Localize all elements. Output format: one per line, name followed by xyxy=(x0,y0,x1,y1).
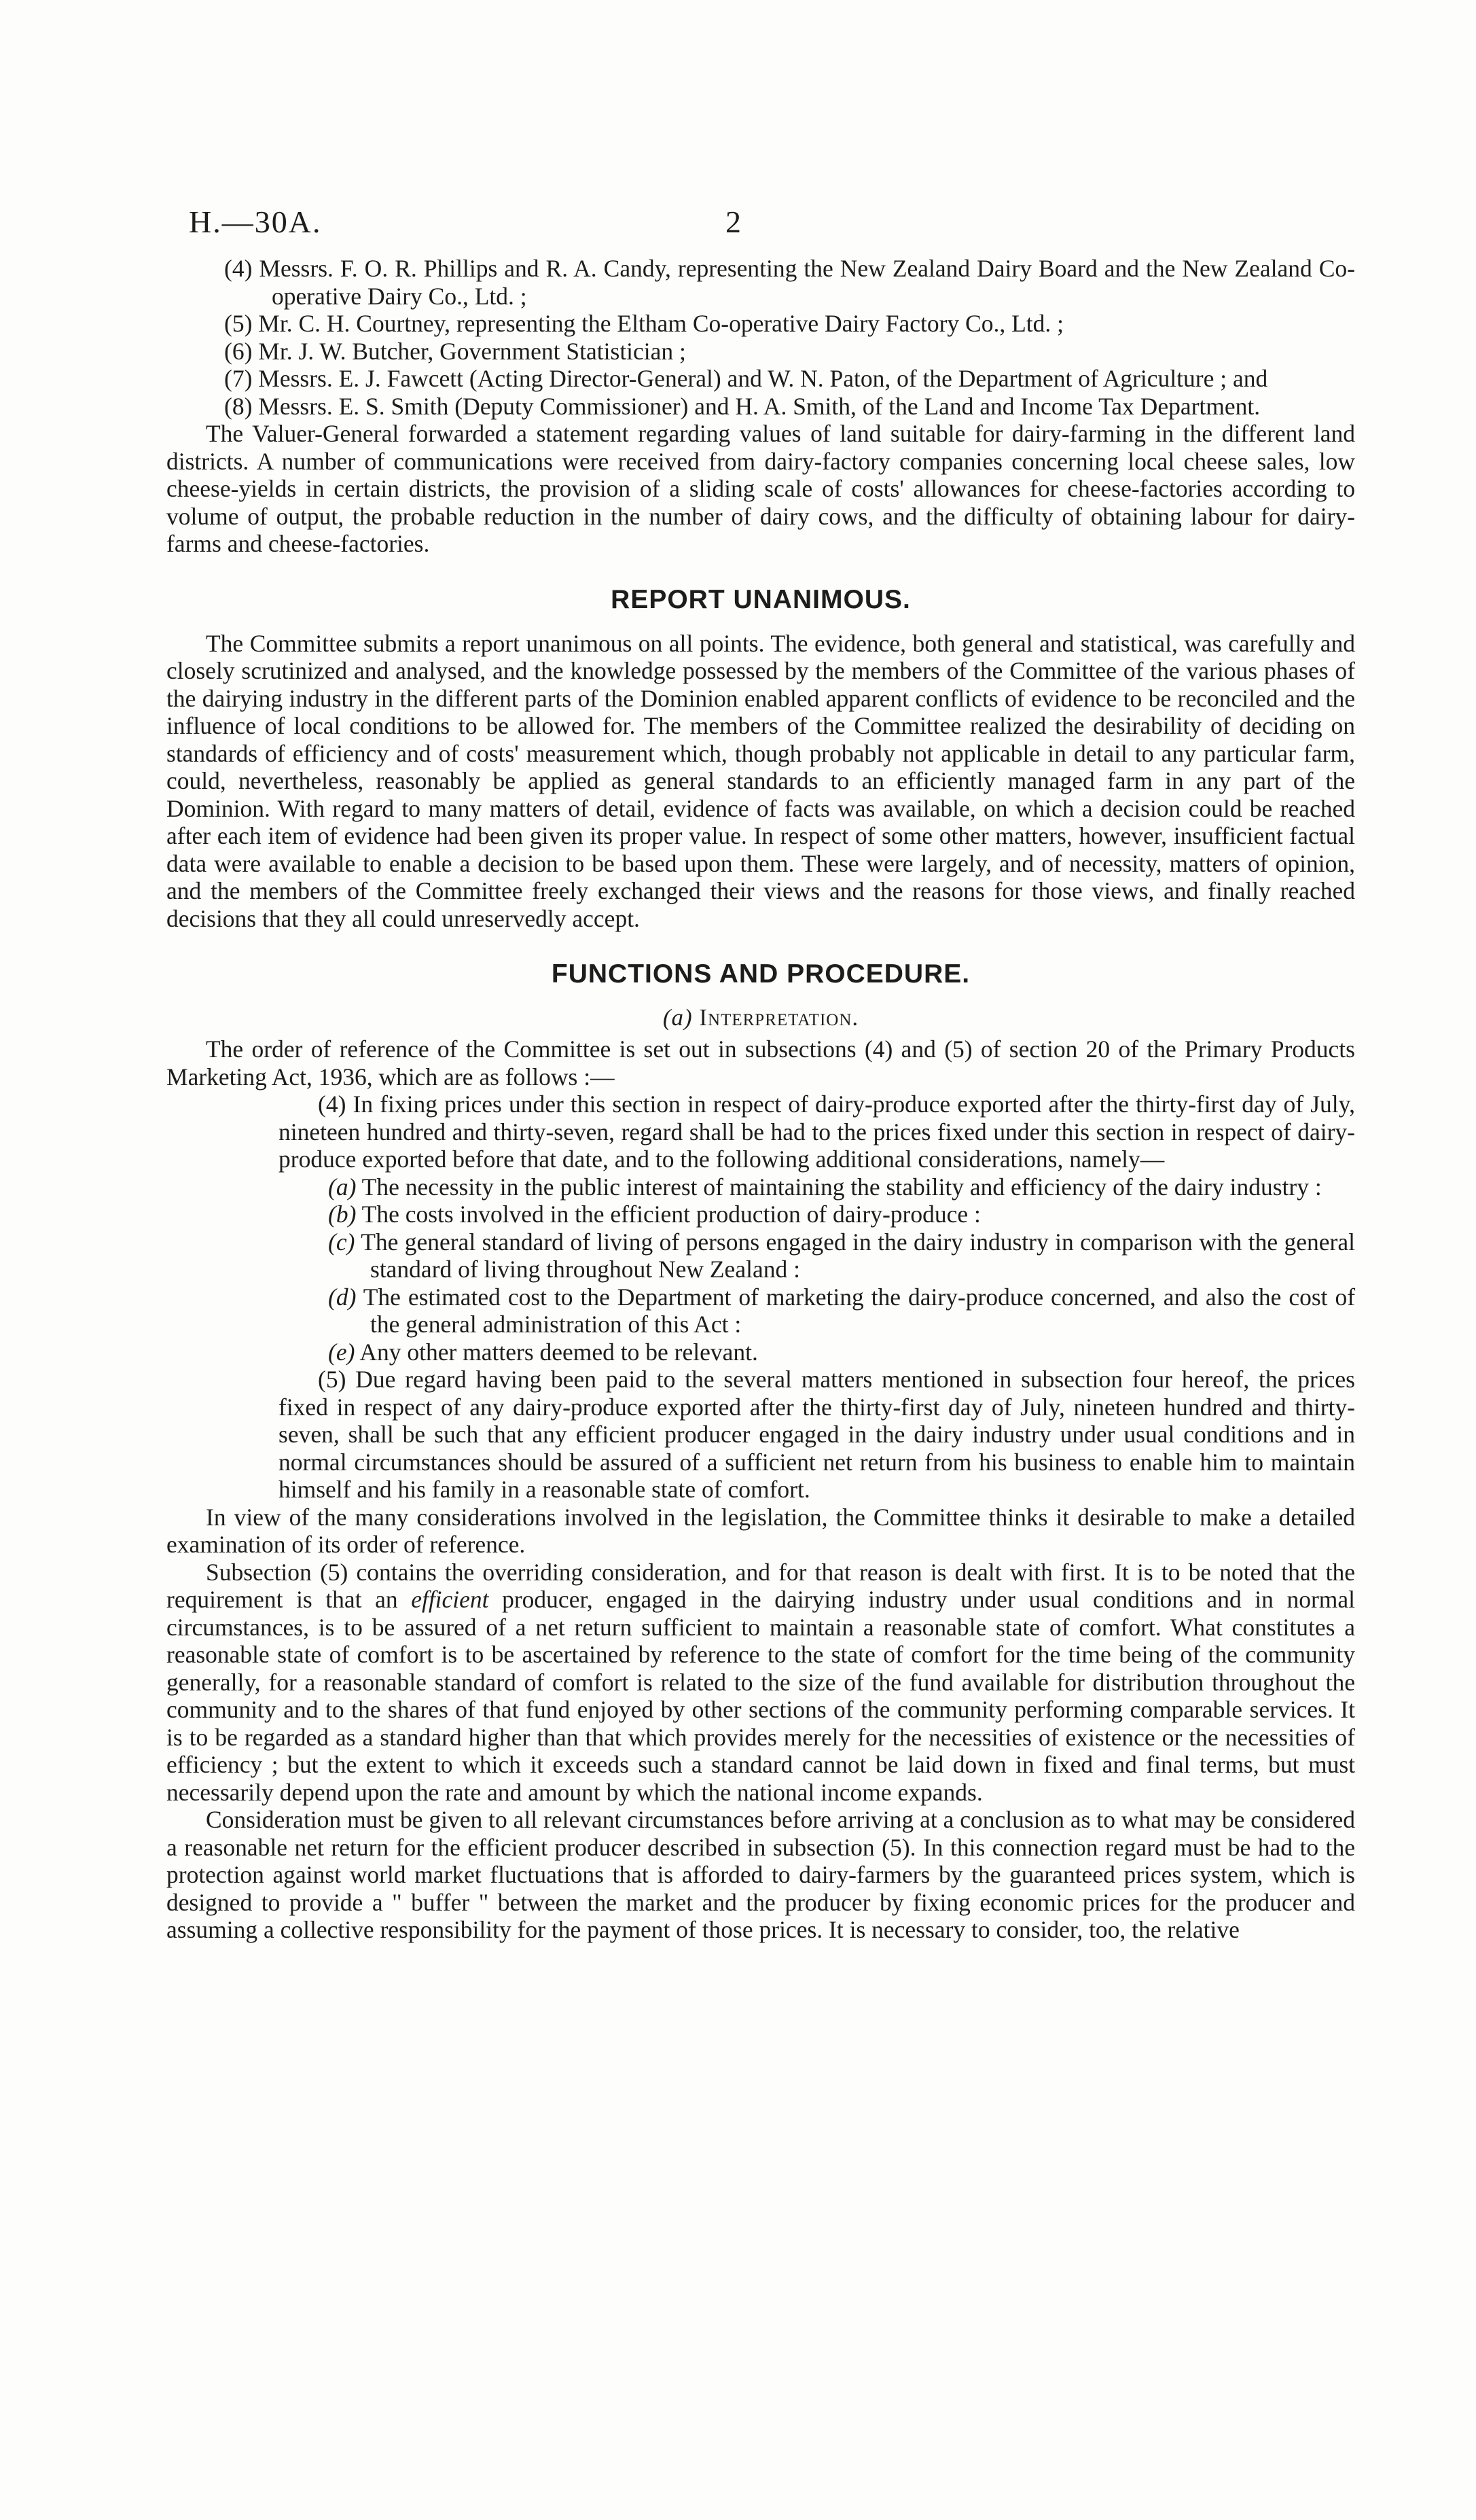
text-span: Subsection (5) contains the overriding consideration, and for that reason is dealt with first. It is to be noted that the requirement is that an xyxy=(166,1558,1355,1613)
clause-label: (d) xyxy=(328,1283,357,1311)
page-number: 2 xyxy=(725,205,741,239)
item-label: (7) xyxy=(224,365,253,392)
text-span: producer, engaged in the dairying industry under usual conditions and in normal circumstances, is to be assured of a net return sufficient to maintain a reasonable state of comfort. What constitutes a reasonable state of comfort is to be ascertained by reference to the state of comfort for the time being of the community generally, for a reasonable standard of comfort is related to the size of the fund available for distribution throughout the community and to the shares of that fund enjoyed by other sections of the community performing comparable services. It is to be regarded as a standard higher than that which provides merely for the necessities of existence or the necessities of efficiency ; but the extent to which it exceeds such a standard cannot be laid down in fixed and final terms, but must necessarily depend upon the rate and amount by which the national income expands. xyxy=(166,1586,1355,1806)
clause-label: (e) xyxy=(328,1338,355,1366)
emphasis-word: efficient xyxy=(411,1586,489,1613)
clause-text: The general standard of living of persons engaged in the dairy industry in comparison with the general standard of living throughout New Zealand : xyxy=(361,1228,1355,1283)
subsection-5-discussion xyxy=(166,1559,1355,1807)
clause-label: (b) xyxy=(328,1201,357,1228)
item-label: (5) xyxy=(224,310,253,337)
consideration-paragraph: Consideration must be given to all relevant circumstances before arriving at a conclusion as to what may be considered a reasonable net return for the efficient producer described in subsection (5). In this connection regard must be had to the protection against world market fluctuations that is afforded to dairy-farmers by the guaranteed prices system, which is designed to provide a " buffer " between the market and the producer by fixing economic prices for the producer and assuming a collective responsibility for the payment of those prices. It is necessary to consider, too, the relative xyxy=(166,1806,1355,1943)
report-paragraph: The Committee submits a report unanimous on all points. The evidence, both general and statistical, was carefully and closely scrutinized and analysed, and the knowledge possessed by the members of the Committee of the various phases of the dairying industry in the different parts of the Dominion enabled apparent conflicts of evidence to be reconciled and the influence of local conditions to be allowed for. The members of the Committee realized the desirability of deciding on standards of efficiency and of costs' measurement which, though probably not applicable in detail to any particular farm, could, nevertheless, reasonably be applied as general standards to an efficiently managed farm in any part of the Dominion. With regard to many matters of detail, evidence of facts was available, on which a decision could be reached after each item of evidence had been given its proper value. In respect of some other matters, however, insufficient factual data were available to enable a decision to be based upon them. These were largely, and of necessity, matters of opinion, and the members of the Committee freely exchanged their views and the reasons for those views, and finally reached decisions that they all could unreservedly accept. xyxy=(166,629,1355,932)
clause-text: The estimated cost to the Department of marketing the dairy-produce concerned, and also the cost of the general administration of this Act : xyxy=(363,1283,1356,1338)
clause-item xyxy=(278,1283,1355,1338)
functions-heading: FUNCTIONS AND PROCEDURE. xyxy=(551,959,971,989)
committee-members-list xyxy=(166,255,1355,420)
item-text: Mr. C. H. Courtney, representing the Eltham Co-operative Dairy Factory Co., Ltd. ; xyxy=(258,310,1064,337)
list-item xyxy=(166,338,1355,366)
list-item xyxy=(166,365,1355,393)
item-text: Messrs. F. O. R. Phillips and R. A. Candy, representing the New Zealand Dairy Board and the New Zealand Co-operative Dairy Co., Ltd. ; xyxy=(259,255,1355,310)
item-label: (6) xyxy=(224,337,253,365)
item-text: Mr. J. W. Butcher, Government Statistician ; xyxy=(258,337,686,365)
list-item xyxy=(166,310,1355,338)
clause-text: The necessity in the public interest of maintaining the stability and efficiency of the dairy industry : xyxy=(361,1173,1322,1201)
view-paragraph: In view of the many considerations involved in the legislation, the Committee thinks it desirable to make a detailed examination of its order of reference. xyxy=(166,1503,1355,1558)
item-text: Messrs. E. S. Smith (Deputy Commissioner) and H. A. Smith, of the Land and Income Tax Department. xyxy=(258,392,1261,420)
page-reference: H.—30A. xyxy=(189,205,322,239)
clause-item xyxy=(278,1338,1355,1366)
interpretation-subheading xyxy=(166,1004,1355,1031)
report-heading: REPORT UNANIMOUS. xyxy=(611,584,911,614)
clause-item xyxy=(278,1173,1355,1201)
clause-text: The costs involved in the efficient production of dairy-produce : xyxy=(361,1201,981,1228)
body-text xyxy=(166,255,1355,1944)
item-label: (8) xyxy=(224,392,253,420)
clause-item xyxy=(278,1201,1355,1228)
subheading-letter: (a) xyxy=(662,1004,693,1031)
clause-text: Any other matters deemed to be relevant. xyxy=(359,1338,758,1366)
subheading-text: Interpretation. xyxy=(699,1004,859,1031)
clause-item xyxy=(278,1228,1355,1283)
clause-label: (c) xyxy=(328,1228,355,1256)
list-item xyxy=(166,393,1355,421)
item-label: (4) xyxy=(224,255,253,282)
clause-label: (a) xyxy=(328,1173,357,1201)
item-text: Messrs. E. J. Fawcett (Acting Director-General) and W. N. Paton, of the Department of Agriculture ; and xyxy=(258,365,1268,392)
quoted-subsections xyxy=(278,1090,1355,1504)
subsection-4: (4) In fixing prices under this section in respect of dairy-produce exported after the thirty-first day of July, nineteen hundred and thirty-seven, regard shall be had to the prices fixed under this section in respect of dairy-produce exported before that date, and to the following additional considerations, namely— xyxy=(278,1090,1355,1173)
valuer-general-paragraph: The Valuer-General forwarded a statement regarding values of land suitable for dairy-farming in the different land districts. A number of communications were received from dairy-factory companies concerning local cheese sales, low cheese-yields in certain districts, the provision of a sliding scale of costs' allowances for cheese-factories according to volume of output, the probable reduction in the number of dairy cows, and the difficulty of obtaining labour for dairy-farms and cheese-factories. xyxy=(166,420,1355,557)
list-item xyxy=(166,255,1355,310)
order-of-reference-intro: The order of reference of the Committee is set out in subsections (4) and (5) of section 20 of the Primary Products Marketing Act, 1936, which are as follows :— xyxy=(166,1035,1355,1090)
subsection-5: (5) Due regard having been paid to the several matters mentioned in subsection four hereof, the prices fixed in respect of any dairy-produce exported after the thirty-first day of July, nineteen hundred and thirty-seven, shall be such that any efficient producer engaged in the dairy industry under usual conditions and in normal circumstances should be assured of a sufficient net return from his business to enable him to maintain himself and his family in a reasonable state of comfort. xyxy=(278,1366,1355,1503)
